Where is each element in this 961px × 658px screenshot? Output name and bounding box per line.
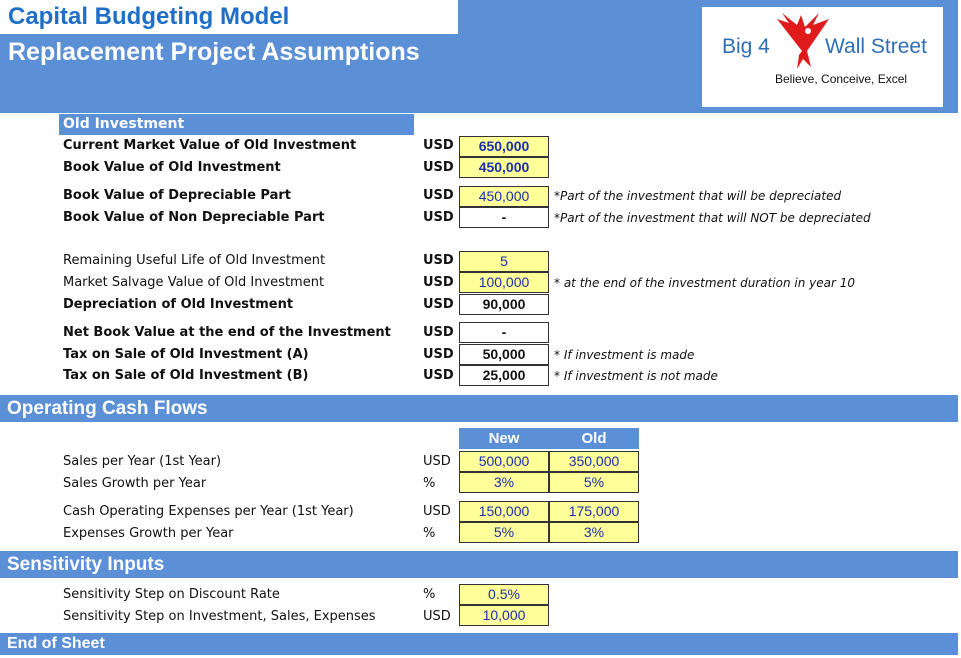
row-label: Tax on Sale of Old Investment (B) <box>63 368 309 383</box>
row-unit: USD <box>423 609 451 624</box>
operating-cash-flows-heading: Operating Cash Flows <box>0 395 958 422</box>
row-unit: USD <box>423 454 451 469</box>
row-unit: USD <box>423 504 451 519</box>
book-value-input[interactable]: 450,000 <box>459 157 549 178</box>
company-logo <box>702 7 943 107</box>
expenses-growth-old-input[interactable]: 3% <box>549 522 639 543</box>
investment-step-input[interactable]: 10,000 <box>459 605 549 626</box>
row-label: Market Salvage Value of Old Investment <box>63 275 325 290</box>
old-investment-heading: Old Investment <box>59 114 414 135</box>
row-unit: USD <box>423 160 454 175</box>
tax-sale-b-value[interactable]: 25,000 <box>459 365 549 386</box>
row-label: Sales per Year (1st Year) <box>63 454 222 469</box>
row-unit: % <box>423 476 436 491</box>
expenses-new-input[interactable]: 150,000 <box>459 501 549 522</box>
row-label: Cash Operating Expenses per Year (1st Year) <box>63 504 354 519</box>
logo-text-right: Wall Street <box>825 35 927 58</box>
depreciation-value[interactable]: 90,000 <box>459 294 549 315</box>
market-value-input[interactable]: 650,000 <box>459 136 549 157</box>
row-label: Expenses Growth per Year <box>63 526 234 541</box>
row-unit: USD <box>423 275 454 290</box>
sales-growth-new-input[interactable]: 3% <box>459 472 549 493</box>
row-note: * at the end of the investment duration in year 10 <box>554 276 856 290</box>
row-label: Book Value of Depreciable Part <box>63 188 291 203</box>
row-label: Depreciation of Old Investment <box>63 297 294 312</box>
column-header-old: Old <box>549 428 639 449</box>
row-note: *Part of the investment that will NOT be depreciated <box>554 211 871 225</box>
logo-tagline: Believe, Conceive, Excel <box>775 72 908 86</box>
sales-old-input[interactable]: 350,000 <box>549 451 639 472</box>
row-label: Sensitivity Step on Discount Rate <box>63 587 280 602</box>
sales-new-input[interactable]: 500,000 <box>459 451 549 472</box>
row-label: Book Value of Non Depreciable Part <box>63 210 325 225</box>
row-label: Sales Growth per Year <box>63 476 207 491</box>
column-header-new: New <box>459 428 549 449</box>
row-unit: USD <box>423 325 454 340</box>
page-subtitle: Replacement Project Assumptions <box>8 38 420 66</box>
row-label: Current Market Value of Old Investment <box>63 138 357 153</box>
discount-step-input[interactable]: 0.5% <box>459 584 549 605</box>
sales-growth-old-input[interactable]: 5% <box>549 472 639 493</box>
tax-sale-a-value[interactable]: 50,000 <box>459 344 549 365</box>
net-book-value[interactable]: - <box>459 322 549 343</box>
row-unit: USD <box>423 138 454 153</box>
row-unit: % <box>423 526 436 541</box>
row-label: Book Value of Old Investment <box>63 160 281 175</box>
row-unit: USD <box>423 297 454 312</box>
row-note: *Part of the investment that will be depreciated <box>554 189 842 203</box>
non-depreciable-part-value[interactable]: - <box>459 207 549 228</box>
expenses-old-input[interactable]: 175,000 <box>549 501 639 522</box>
page-title: Capital Budgeting Model <box>8 3 290 30</box>
end-of-sheet-bar: End of Sheet <box>0 633 958 655</box>
row-label: Sensitivity Step on Investment, Sales, Expenses <box>63 609 376 624</box>
row-label: Remaining Useful Life of Old Investment <box>63 253 326 268</box>
sensitivity-inputs-heading: Sensitivity Inputs <box>0 551 958 578</box>
depreciable-part-input[interactable]: 450,000 <box>459 186 549 207</box>
row-unit: USD <box>423 210 454 225</box>
row-label: Net Book Value at the end of the Investment <box>63 325 391 340</box>
salvage-value-input[interactable]: 100,000 <box>459 272 549 293</box>
row-unit: USD <box>423 253 454 268</box>
expenses-growth-new-input[interactable]: 5% <box>459 522 549 543</box>
row-note: * If investment is not made <box>554 369 718 383</box>
remaining-life-input[interactable]: 5 <box>459 251 549 272</box>
logo-text-left: Big 4 <box>722 35 770 58</box>
row-note: * If investment is made <box>554 348 695 362</box>
row-unit: USD <box>423 368 454 383</box>
row-label: Tax on Sale of Old Investment (A) <box>63 347 309 362</box>
row-unit: % <box>423 587 436 602</box>
row-unit: USD <box>423 188 454 203</box>
row-unit: USD <box>423 347 454 362</box>
